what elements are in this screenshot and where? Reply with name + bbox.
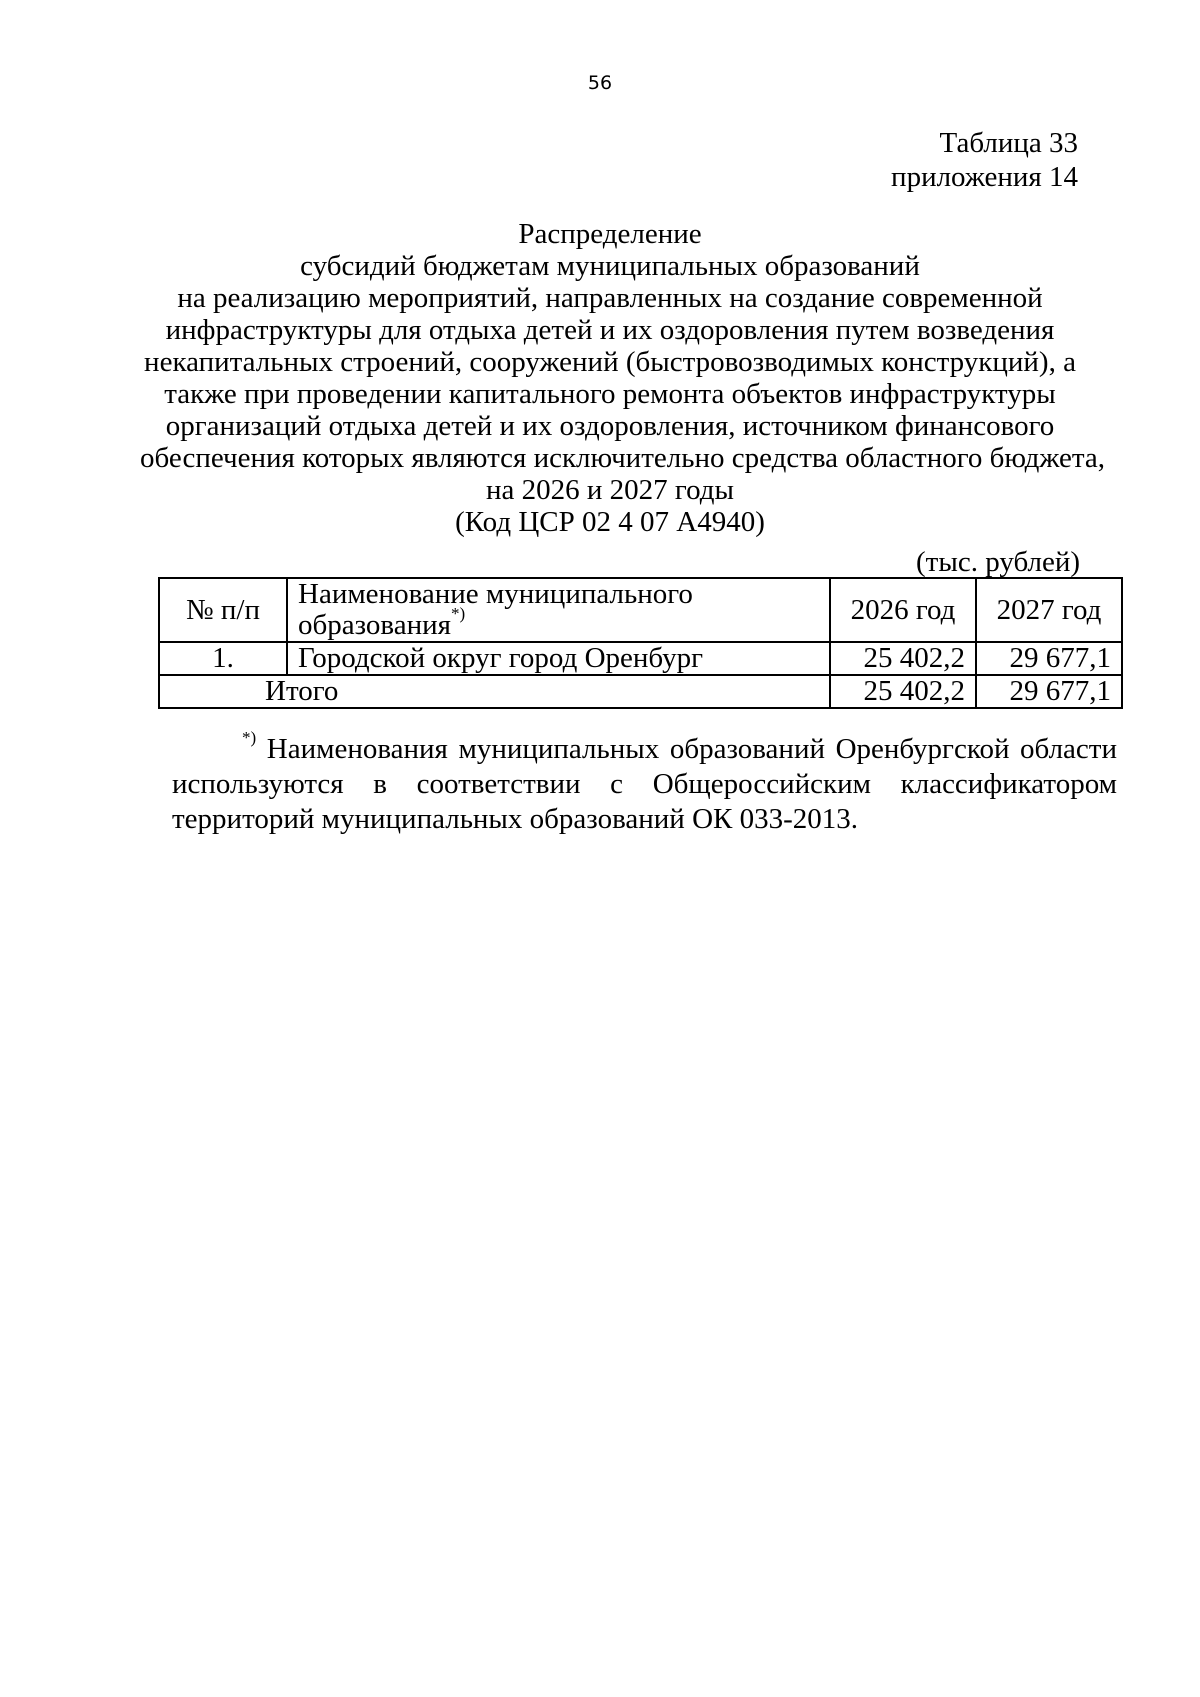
heading-line: Распределение xyxy=(518,218,702,250)
heading-line: также при проведении капитального ремонта объектов инфраструктуры xyxy=(164,378,1056,410)
appendix-number: приложения 14 xyxy=(891,161,1078,193)
table-row xyxy=(159,642,1122,675)
footnote xyxy=(172,728,1117,837)
header-2027: 2027 год xyxy=(976,578,1122,642)
header-name-text: Наименование муниципального образования xyxy=(298,578,693,641)
header-num: № п/п xyxy=(159,578,287,642)
heading-line: организаций отдыха детей и их оздоровления, источником финансового xyxy=(165,410,1055,442)
header-name xyxy=(287,578,830,642)
total-2027-value: 29 677,1 xyxy=(976,675,1122,708)
heading-line: инфраструктуры для отдыха детей и их оздоровления путем возведения xyxy=(165,314,1055,346)
heading-line: на 2026 и 2027 годы xyxy=(486,474,734,506)
heading-line: субсидий бюджетам муниципальных образований xyxy=(300,250,920,282)
header-2026: 2026 год xyxy=(830,578,976,642)
footnote-text: Наименования муниципальных образований Оренбургской области используются в соответствии с Общероссийским классификатором территорий муниципальных образований ОК 033-2013. xyxy=(172,733,1117,835)
page-number: 56 xyxy=(587,72,613,94)
document-heading xyxy=(140,218,1106,538)
units-label: (тыс. рублей) xyxy=(916,546,1080,578)
row-name: Городской округ город Оренбург xyxy=(287,642,830,675)
row-num: 1. xyxy=(159,642,287,675)
row-2026-value: 25 402,2 xyxy=(830,642,976,675)
heading-line: на реализацию мероприятий, направленных на создание современной xyxy=(177,282,1043,314)
heading-line: некапитальных строений, сооружений (быстровозводимых конструкций), а xyxy=(144,346,1076,378)
heading-line: (Код ЦСР 02 4 07 А4940) xyxy=(455,506,765,538)
heading-line: обеспечения которых являются исключительно средства областного бюджета, xyxy=(140,442,1106,474)
total-label: Итого xyxy=(159,675,830,708)
subsidy-table xyxy=(158,577,1123,709)
footnote-mark: *) xyxy=(242,728,257,748)
table-reference xyxy=(891,126,1078,194)
table-total-row xyxy=(159,675,1122,708)
total-2026-value: 25 402,2 xyxy=(830,675,976,708)
row-2027-value: 29 677,1 xyxy=(976,642,1122,675)
footnote-marker: *) xyxy=(450,604,466,624)
table-header-row xyxy=(159,578,1122,642)
table-number: Таблица 33 xyxy=(939,127,1078,159)
